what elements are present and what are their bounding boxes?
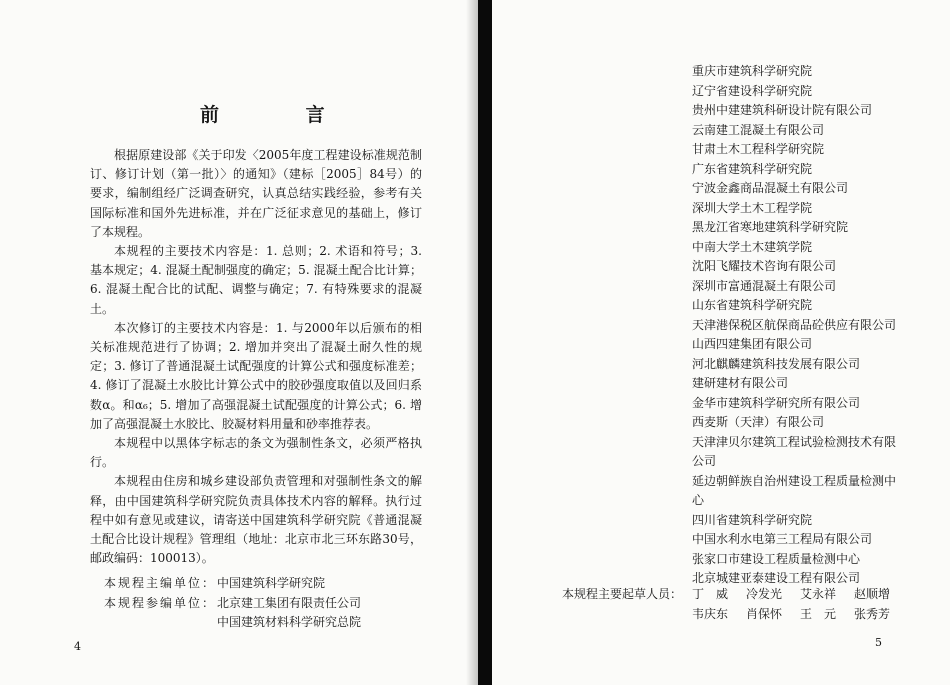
page-number-left: 4 xyxy=(74,640,81,653)
drafter-name: 肖保怀 xyxy=(746,607,783,621)
paragraph: 本规程的主要技术内容是：1. 总则；2. 术语和符号；3. 基本规定；4. 混凝土配制强度的确定；5. 混凝土配合比计算；6. 混凝土配合比的试配、调整与确定；7. 有特殊要求的混凝土。 xyxy=(90,244,422,316)
list-item: 山西四建集团有限公司 xyxy=(692,337,813,351)
list-item: 河北麒麟建筑科技发展有限公司 xyxy=(692,356,861,371)
list-item: 天津津贝尔建筑工程试验检测技术有限公司 xyxy=(692,434,897,468)
drafter-name: 赵顺增 xyxy=(854,587,891,601)
list-item: 西麦斯（天津）有限公司 xyxy=(692,415,825,429)
book-spine xyxy=(478,0,492,685)
participants-label: 本规程参编单位： xyxy=(104,595,217,610)
paragraph: 本次修订的主要技术内容是：1. 与2000年以后颁布的相关标准规范进行了协调；2. 增加并突出了混凝土耐久性的规定；3. 修订了普通混凝土试配强度的计算公式和强度标准差；4. 修订了混凝土水胶比计算公式中的胶砂强度取值以及回归系数α。和α₆；5. 增加了高强混凝土试配强度的计算公式；6. 增加了高强混凝土水胶比、胶凝材料用量和砂率推荐表。 xyxy=(90,320,422,431)
foreword-body xyxy=(90,146,422,568)
list-item: 山东省建筑科学研究院 xyxy=(692,298,813,312)
list-item: 张家口市建设工程质量检测中心 xyxy=(692,551,861,566)
list-item: 宁波金鑫商品混凝土有限公司 xyxy=(692,181,849,195)
drafter-name: 艾永祥 xyxy=(800,587,837,601)
spine-shadow xyxy=(466,0,478,685)
list-item: 重庆市建筑科学研究院 xyxy=(692,64,813,78)
right-page xyxy=(492,0,950,685)
list-item: 深圳市富通混凝土有限公司 xyxy=(692,278,837,293)
list-item: 金华市建筑科学研究所有限公司 xyxy=(692,395,861,410)
participant: 中国建筑材料科学研究总院 xyxy=(217,615,362,629)
list-item: 中国水利水电第三工程局有限公司 xyxy=(692,532,873,546)
list-item: 天津港保税区航保商品砼供应有限公司 xyxy=(692,317,897,332)
list-item: 建研建材有限公司 xyxy=(692,376,789,390)
list-item: 延边朝鲜族自治州建设工程质量检测中心 xyxy=(692,473,897,507)
list-item: 中南大学土木建筑学院 xyxy=(692,239,813,254)
paragraph: 根据原建设部《关于印发〈2005年度工程建设标准规范制订、修订计划（第一批）〉的通知》（建标［2005］84号）的要求，编制组经广泛调查研究，认真总结实践经验，参考有关国际标准和国外先进标准，并在广泛征求意见的基础上，修订了本规程。 xyxy=(90,148,422,239)
list-item: 贵州中建建筑科研设计院有限公司 xyxy=(692,103,873,117)
editor-label: 本规程主编单位： xyxy=(104,576,217,590)
drafter-name: 张秀芳 xyxy=(854,607,891,621)
list-item: 深圳大学土木工程学院 xyxy=(692,200,813,215)
list-item: 四川省建筑科学研究院 xyxy=(692,512,813,527)
list-item: 黑龙江省寒地建筑科学研究院 xyxy=(692,220,849,234)
drafter-name: 丁 威 xyxy=(692,587,729,601)
list-item: 云南建工混凝土有限公司 xyxy=(692,122,825,137)
drafter-name: 冷发光 xyxy=(746,587,783,601)
page-number-right: 5 xyxy=(875,636,882,649)
editor-value: 中国建筑科学研究院 xyxy=(217,576,326,590)
page-title: 前 言 xyxy=(200,104,365,126)
participant: 北京建工集团有限责任公司 xyxy=(217,595,362,610)
list-item: 沈阳飞耀技术咨询有限公司 xyxy=(692,259,837,273)
list-item: 甘肃土木工程科学研究院 xyxy=(692,142,825,156)
organization-list xyxy=(692,62,900,589)
paragraph: 本规程由住房和城乡建设部负责管理和对强制性条文的解释，由中国建筑科学研究院负责具体技术内容的解释。执行过程中如有意见或建议，请寄送中国建筑科学研究院《普通混凝土配合比设计规程》管理组（地址：北京市北三环东路30号，邮政编码：100013）。 xyxy=(90,474,422,566)
paragraph: 本规程中以黑体字标志的条文为强制性条文，必须严格执行。 xyxy=(90,436,422,470)
list-item: 北京城建亚泰建设工程有限公司 xyxy=(692,571,861,585)
list-item: 广东省建筑科学研究院 xyxy=(692,161,813,176)
drafter-name: 王 元 xyxy=(800,607,837,621)
list-item: 辽宁省建设科学研究院 xyxy=(692,83,813,98)
drafters-label: 本规程主要起草人员： xyxy=(562,587,683,601)
drafter-name: 韦庆东 xyxy=(692,607,729,621)
